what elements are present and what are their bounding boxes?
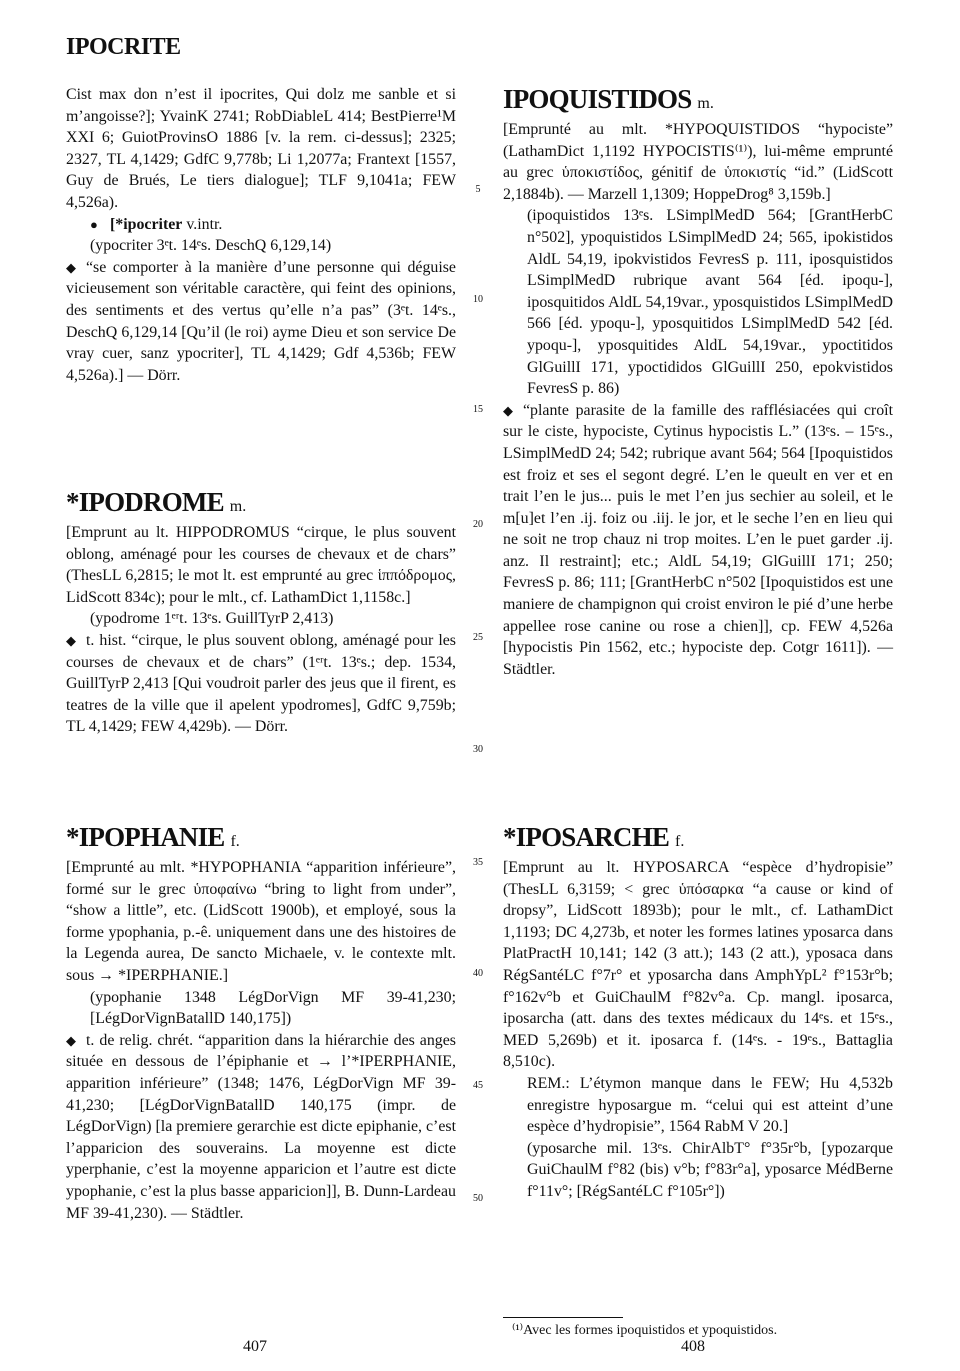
headword (503, 84, 893, 119)
entry-ipophanie (66, 822, 456, 1224)
line-number: 20 (473, 519, 483, 530)
etymology: [Emprunté au mlt. *HYPOPHANIA “apparition inférieure”, formé sur le grec ὑποφαίνω “bring to light from under”, “show a little”, etc. (LidScott 1900b), et employé, sous la forme ypophania, p.-ê. uniquement dans une des histoires de la Legenda aurea, De sancto Michaele, v. le contexte mlt. sous → *IPERPHANIE.] (66, 859, 456, 984)
headword-text: *IPODROME (66, 487, 224, 517)
subentry-ipocriter-head (66, 214, 456, 236)
definition-bullet: ◆ (66, 259, 76, 275)
line-number: 30 (473, 744, 483, 755)
headword (66, 487, 456, 522)
remark-text: L’étymon manque dans le FEW; Hu 4,532b enregistre hyposargue m. “celui qui est atteint d’une espèce d’hydropisie”, 1564 RabM V 20.] (527, 1074, 893, 1136)
forms: (ypophanie 1348 LégDorVign MF 39-41,230; [LégDorVignBatallD 140,175]) (90, 988, 456, 1028)
headword (503, 822, 893, 857)
subentry-pos: v.intr. (186, 215, 223, 233)
definition-text: t. de relig. chrét. “apparition dans la hiérarchie des anges située en dessous de l’épiphanie et → l’*IPERPHANIE, apparition inférieure” (1348; 1476, LégDorVign MF 39-41,230; [LégDorVignBatallD 140,175 (impr. de LégDorVign) [la premiere gerarchie est dicte epiphanie, c’est l’apparicion des souverains. La moyenne est dicte yperphanie, c’est la moyenne apparicion et l’autre est dicte ypophanie, c’est la plus basse apparicion]], B. Dunn-Lardeau MF 39-41,230). — Städtler. (66, 1031, 456, 1222)
headword (66, 822, 456, 857)
entry-continuation: Cist max don n’est il ipocrites, Qui dolz me sanble et si m’angoisse?]; YvainK 2741; RobDiableL 414; BestPierre¹M XXI 6; GuiotProvinsO 1886 [v. la rem. ci-dessus]; 2325; 2327, TL 4,1429; GdfC 9,778b; Li 1,2077a; Frantext [1557, Guy de Brués, Le tiers dialogue]; TLF 9,1041a; FEW 4,526a). (66, 86, 456, 211)
definition-bullet: ◆ (66, 1032, 76, 1048)
line-number: 25 (473, 632, 483, 643)
line-number: 35 (473, 857, 483, 868)
entry-iposarche (503, 822, 893, 1203)
footnote: ⁽¹⁾Avec les formes ipoquistidos et ypoquistidos. (512, 1323, 778, 1338)
headword-text: IPOQUISTIDOS (503, 84, 692, 114)
definition-bullet: ◆ (66, 632, 76, 648)
forms: (yposarche mil. 13ᵉs. ChirAlbT° f°35r°b, [ypozarque GuiChaulM f°82 (bis) v°b; f°83r°a], yposarce MédBerne f°11v°; [RégSantéLC f°105r°]) (527, 1139, 893, 1200)
headword-gender: m. (697, 95, 714, 112)
definition-bullet: ◆ (503, 402, 513, 418)
forms: (ipoquistidos 13ᵉs. LSimplMedD 564; [GrantHerbC n°502], ypoquistidos LSimplMedD 24; 565, ipokistidos AldL 54,19, ipokvistidos FevresS p. 111, iposquistidos LSimplMedD rubrique avant 564 [éd. ipoqu-], iposquitidos AldL 54,19var., yposquistidos LSimplMedD 566 [éd. ypoqu-], yposquitidos LSimplMedD 542 [éd. ypoqu-], yposquitides AldL 54,19var., ypoctitidos GlGuillI 171, ypoctididos GlGuillI 250, epokvistidos FevresS p. 86) (527, 207, 893, 398)
etymology: [Emprunt au lt. HYPOSARCA “espèce d’hydropisie” (ThesLL 6,3159; < grec ὑπόσαρκα “a cause or kind of dropsy”, LidScott 1893b); pour le mlt., cf. LathamDict 1,1193; DC 4,273b, et noter les formes latines yposarca dans PlatPractH 10,141; 142 (3 att.); 143 (2 att.), yposaca dans RégSantéLC f°7r° et yposarcha dans AmphYpL² f°153r°b; f°162v°b et GuiChaulM f°82v°a. Cp. mangl. iposarca, iposarcha (att. dans des textes médicaux du 14ᵉs. et 15ᵉs., MED 5,269b) et it. iposarca f. (14ᵉs. - 19ᵉs., Battaglia 8,510c). (503, 859, 893, 1071)
etymology: [Emprunt au lt. HIPPODROMUS “cirque, le plus souvent oblong, aménagé pour les courses de chevaux et de chars” (ThesLL 6,2815; le mot lt. est emprunté au grec ἱππόδρομος, LidScott 834c); pour le mlt., cf. LathamDict 1,1158c.] (66, 524, 456, 606)
left-column-block-1 (66, 84, 456, 386)
running-header: IPOCRITE (66, 34, 181, 60)
entry-ipoquistidos (503, 84, 893, 680)
etymology: [Emprunté au mlt. *HYPOQUISTIDOS “hypociste” (LathamDict 1,1192 HYPOCISTIS⁽¹⁾), lui-même emprunté au grec ὑποκιστίδος, génitif de ὑποκιστίς “id.” (LidScott 2,1884b). — Marzell 1,1309; HoppeDrog⁸ 3,159b.] (503, 121, 893, 203)
headword-gender: f. (230, 833, 240, 850)
remark-label: REM.: (527, 1074, 570, 1092)
definition (503, 400, 893, 681)
headword-text: *IPOPHANIE (66, 822, 225, 852)
line-number: 5 (475, 184, 481, 195)
subentry-word: [*ipocriter (110, 215, 183, 233)
line-number: 40 (473, 968, 483, 979)
line-number: 45 (473, 1080, 483, 1091)
headword-gender: m. (229, 498, 247, 515)
page-number-left: 407 (243, 1338, 267, 1355)
headword-text: *IPOSARCHE (503, 822, 670, 852)
line-number: 15 (473, 404, 483, 415)
subentry-bullet: ● (90, 216, 98, 232)
subentry-forms: (ypocriter 3ᵉt. 14ᵉs. DeschQ 6,129,14) (90, 237, 332, 255)
page-number-right: 408 (681, 1338, 705, 1355)
definition-text: “plante parasite de la famille des rafflésiacées qui croît sur le ciste, hypociste, Cytinus hypocistis L.” (13ᵉs. – 15ᵉs., LSimplMedD 24; 542; rubrique avant 564; 564 [Ipoquistidos est froiz et ses el segont degré. L’en le queult en ver et en trait l’en le jus... puis le met l’en jus sechier au soleil, et le m[u]et l’en .ij. foiz ou .iij. le jor, et le seche l’en en lieu qui ne soit ne trop chauz ni trop moites. L’en le puet garder .ij. anz. Il restraint]; etc.; AldL 54,19; GlGuillI 171; 250; FevresS p. 86; 111; [GrantHerbC n°502 [Ipoquistidos est une maniere de champignon qui croist environ le pié d’une herbe appellee rose canine ou rose a chien]], cp. FEW 4,526a [hypocistis Pin 1562, etc.; hypociste dep. Cotgr 1611]). — Städtler. (503, 401, 893, 678)
entry-ipodrome (66, 487, 456, 738)
definition (66, 630, 456, 738)
forms: (ypodrome 1ᵉʳt. 13ᵉs. GuillTyrP 2,413) (90, 610, 334, 628)
line-number: 10 (473, 294, 483, 305)
remark (503, 1073, 893, 1138)
line-number: 50 (473, 1193, 483, 1204)
headword-gender: f. (674, 833, 685, 850)
subentry-definition (66, 257, 456, 387)
definition-text: “se comporter à la manière d’une personne qui déguise vicieusement son véritable caractère, qui feint des opinions, des sentiments et des vertus qu’elle n’a pas” (3ᵉt. 14ᵉs., DeschQ 6,129,14 [Qu’il (le roi) ayme Dieu et son service De vray cuer, sanz ypocriter], TL 4,1429; Gdf 4,536b; FEW 4,526a).] — Dörr. (66, 258, 456, 384)
footnote-divider (503, 1317, 623, 1318)
definition-text: t. hist. “cirque, le plus souvent oblong, aménagé pour les courses de chevaux et de chars” (1ᵉʳt. 13ᵉs.; dep. 1534, GuillTyrP 2,413 [Qui voudroit parler des jeus que il firent, es teatres de la ville que il apelent ypodromes], GdfC 9,759b; TL 4,1429; FEW 4,429b). — Dörr. (66, 631, 456, 736)
definition (66, 1030, 456, 1224)
